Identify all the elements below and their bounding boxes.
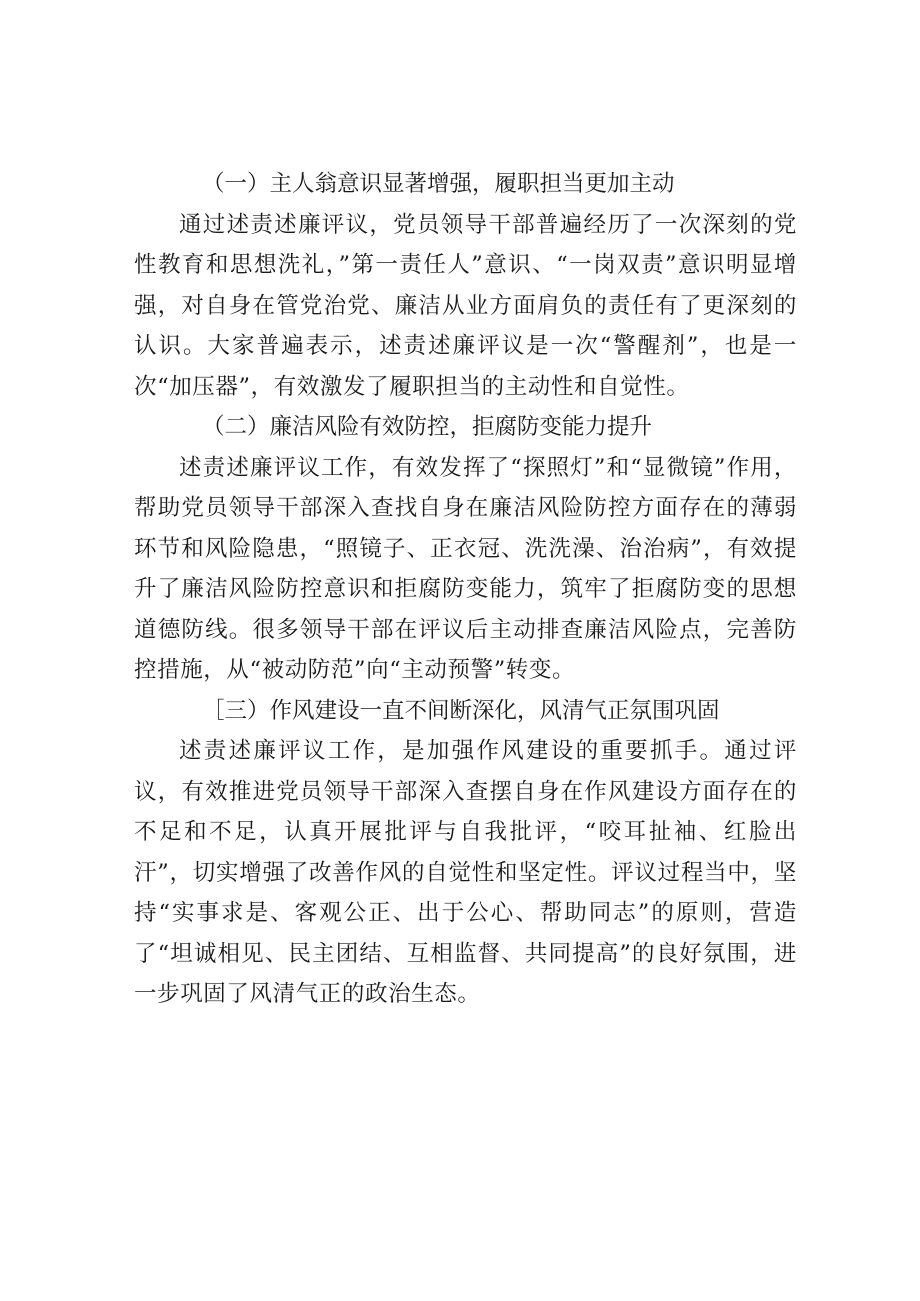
- document-body: [134, 164, 797, 1015]
- section-heading-1: （一）主人翁意识显著增强，履职担当更加主动: [202, 171, 675, 197]
- section-heading-2: （二）廉洁风险有效防控，拒腐防变能力提升: [202, 414, 653, 440]
- section-heading-3: ［三）作风建设一直不间断深化，风清气正氛围巩固: [202, 697, 720, 724]
- section-paragraph-2: 述责述廉评议工作，有效发挥了“探照灯”和“显微镜”作用，帮助党员领导干部深入查找自身在廉洁风险防控方面存在的薄弱环节和风险隐患，“照镜子、正衣冠、洗洗澡、治治病”，有效提升了廉洁风险防控意识和拒腐防变能力，筑牢了拒腐防变的思想道德防线。很多领导干部在评议后主动排查廉洁风险点，完善防控措施，从“被动防范”向“主动预警”转变。: [134, 454, 797, 683]
- section-paragraph-3: 述责述廉评议工作，是加强作风建设的重要抓手。通过评议，有效推进党员领导干部深入查摆自身在作风建设方面存在的不足和不足，认真开展批评与自我批评，“咬耳扯袖、红脸出汗”，切实增强了改善作风的自觉性和坚定性。评议过程当中，坚持“实事求是、客观公正、出于公心、帮助同志”的原则，营造了“坦诚相见、民主团结、互相监督、共同提高”的良好氛围，进一步巩固了风清气正的政治生态。: [134, 738, 797, 1007]
- section-paragraph-1: 通过述责述廉评议，党员领导干部普遍经历了一次深刻的党性教育和思想洗礼，”第一责任人”意识、“一岗双责”意识明显增强，对自身在管党治党、廉洁从业方面肩负的责任有了更深刻的认识。大家普遍表示，述责述廉评议是一次“警醒剂”，也是一次“加压器”，有效激发了履职担当的主动性和自觉性。: [134, 211, 797, 400]
